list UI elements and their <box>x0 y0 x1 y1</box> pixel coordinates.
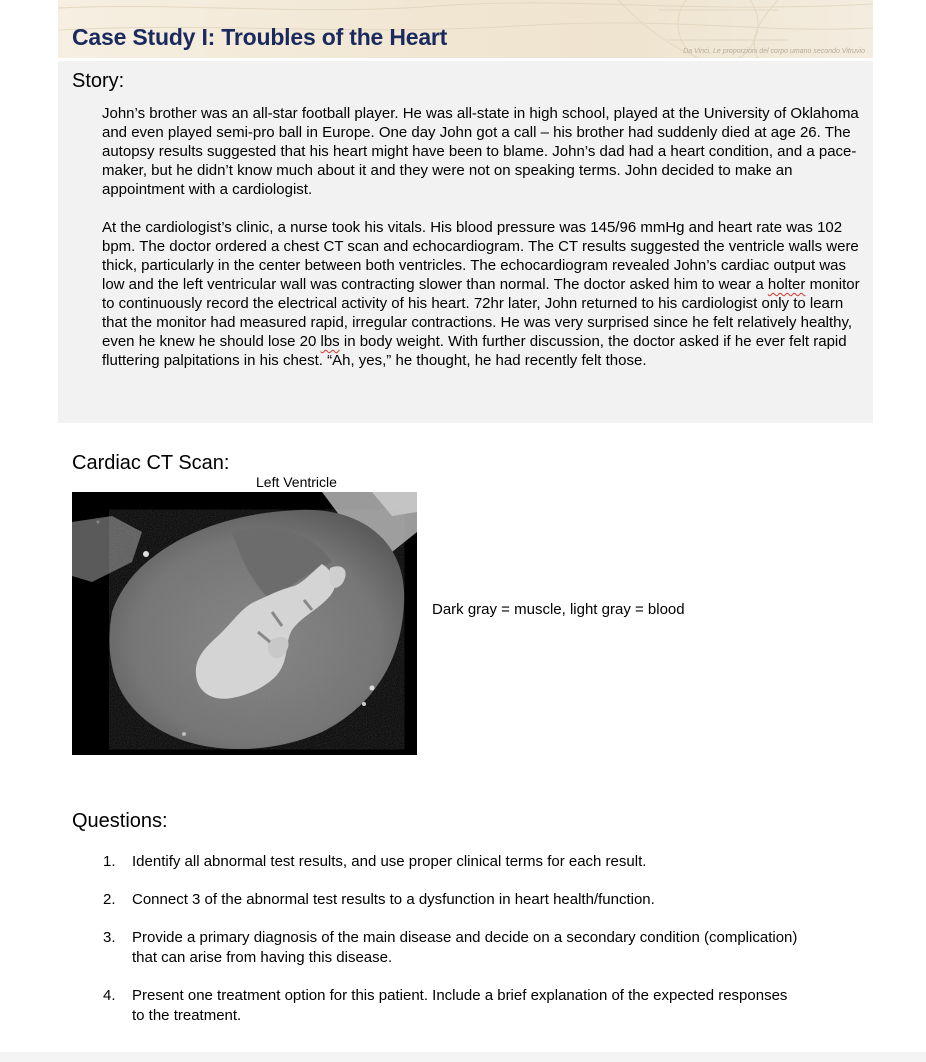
spellcheck-word-holter: holter <box>767 276 806 293</box>
cardiac-ct-scan-image <box>72 492 417 755</box>
question-number: 4. <box>103 987 116 1004</box>
question-text: Present one treatment option for this patient. Include a brief explanation of the expected responses to the treatment. <box>132 987 788 1024</box>
questions-heading: Questions: <box>72 810 168 832</box>
story-paragraph-2-part-3: in body weight. With further discussion, the doctor asked if he ever felt rapid fluttering palpitations in his chest. “Ah, yes,” he thought, he had recently felt those. <box>102 333 847 369</box>
page-bottom-edge <box>0 1052 926 1062</box>
spellcheck-word-lbs: lbs <box>320 333 340 350</box>
ct-heading: Cardiac CT Scan: <box>72 452 230 474</box>
question-number: 2. <box>103 891 116 908</box>
question-number: 1. <box>103 853 116 870</box>
banner-caption: Da Vinci, Le proporzioni del corpo umano secondo Vitruvio <box>683 48 865 55</box>
page-title: Case Study I: Troubles of the Heart <box>72 24 448 50</box>
ct-legend: Dark gray = muscle, light gray = blood <box>432 601 685 618</box>
story-paragraph-2-part-2: monitor to continuously record the electrical activity of his heart. 72hr later, John returned to his cardiologist only to learn that the monitor had measured rapid, irregular contractions. He was very surprised since he felt relatively healthy, even he knew he should lose 20 <box>102 276 860 350</box>
question-number: 3. <box>103 929 116 946</box>
question-text: Connect 3 of the abnormal test results to a dysfunction in heart health/function. <box>132 891 655 908</box>
story-paragraph-1: John’s brother was an all-star football player. He was all-state in high school, played at the University of Oklahoma and even played semi-pro ball in Europe. One day John got a call – his brother had suddenly died at age 26. The autopsy results suggested that his heart might have been to blame. John’s dad had a heart condition, and a pace-maker, but he didn’t know much about it and they were not on speaking terms. John decided to make an appointment with a cardiologist. <box>102 105 859 198</box>
story-paragraph-2 <box>102 218 862 370</box>
header-banner <box>58 0 873 58</box>
story-paragraph-2-part-1: At the cardiologist’s clinic, a nurse took his vitals. His blood pressure was 145/96 mmHg and heart rate was 102 bpm. The doctor ordered a chest CT scan and echocardiogram. The CT results suggested the ventricle walls were thick, particularly in the center between both ventricles. The echocardiogram revealed John’s cardiac output was low and the left ventricular wall was contracting slower than normal. The doctor asked him to wear a <box>102 219 859 293</box>
story-panel <box>58 61 873 423</box>
ct-scan-drawing <box>72 492 417 755</box>
story-heading: Story: <box>72 70 125 92</box>
ct-image-label: Left Ventricle <box>256 474 337 490</box>
question-text: Identify all abnormal test results, and use proper clinical terms for each result. <box>132 853 647 870</box>
question-text: Provide a primary diagnosis of the main disease and decide on a secondary condition (complication) that can arise from having this disease. <box>132 929 798 966</box>
